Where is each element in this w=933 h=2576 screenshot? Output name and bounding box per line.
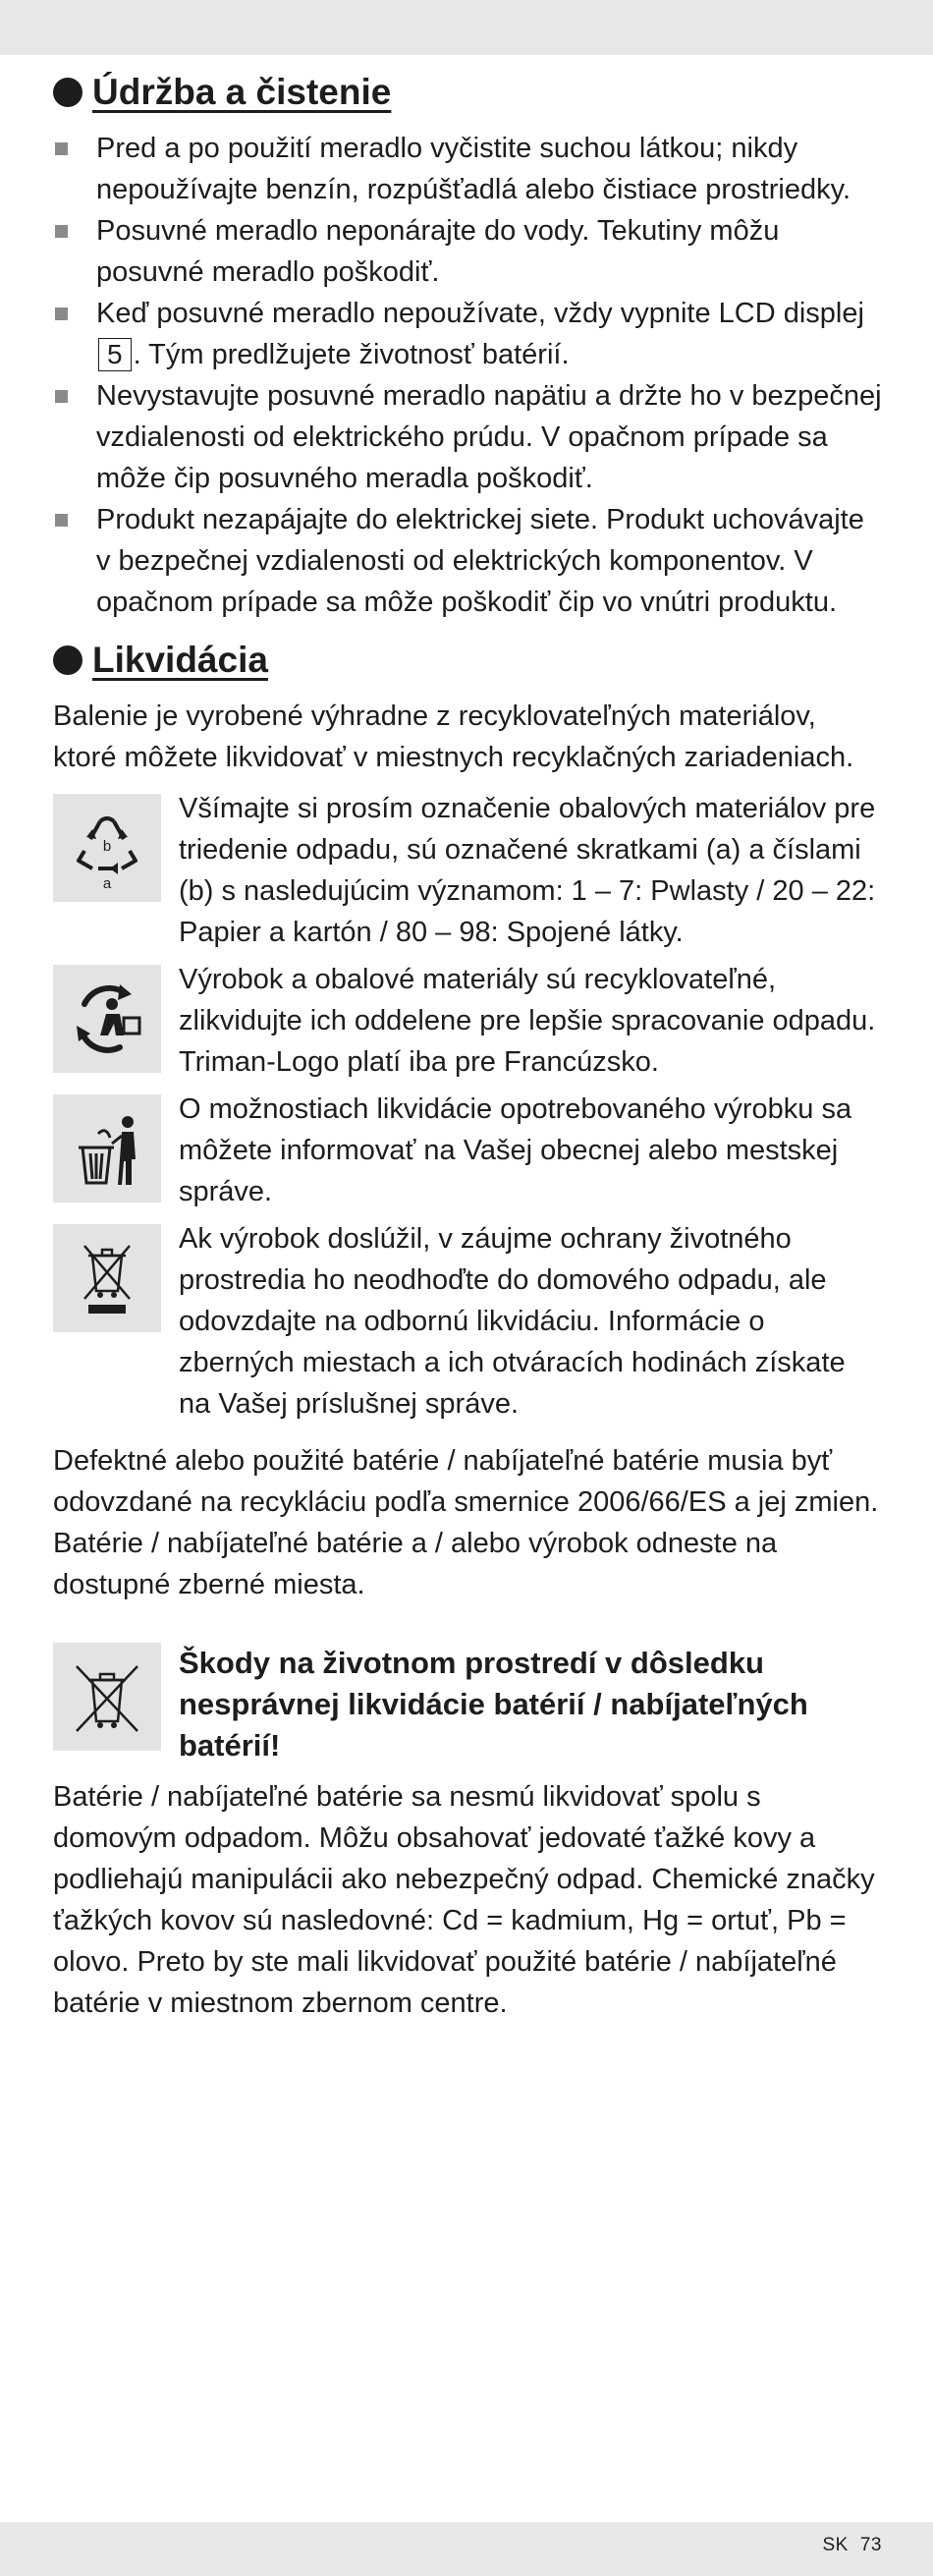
disposal-intro: Balenie je vyrobené výhradne z recyklovateľných materiálov, ktoré môžete likvidovať v miestnych recyklačných zariadeniach. [53,700,854,773]
person-trash-bin-icon [53,1094,161,1203]
svg-text:b: b [102,838,112,855]
heading-bullet-icon [53,645,82,675]
svg-text:a: a [102,875,112,892]
recycling-row [53,788,884,953]
recycling-text: Všímajte si prosím označenie obalových materiálov pre triedenie odpadu, sú označené skratkami (a) a číslami (b) s nasledujúcim významom: 1 – 7: Pwlasty / 20 – 22: Papier a kartón / 80 – 98: Spojené látky. [179,793,876,948]
square-bullet-icon [55,514,68,527]
heading-bullet-icon [53,78,82,107]
maintenance-heading [53,69,884,116]
recycling-code-icon [53,794,161,902]
maintenance-list [53,128,884,623]
battery-paragraph: Defektné alebo použité batérie / nabíjateľné batérie musia byť odovzdané na recykláciu podľa smernice 2006/66/ES a jej zmien. Batérie / nabíjateľné batérie a / alebo výrobok odneste na dostupné zberné miesta. [53,1445,879,1600]
crossed-bin-icon [53,1224,161,1332]
list-item: Keď posuvné meradlo nepoužívate, vždy vypnite LCD displej 5 . Tým predlžujete životnosť batérií. [53,293,884,375]
page-footer [811,2535,883,2556]
bottom-band [0,2522,933,2576]
list-item: Posuvné meradlo neponárajte do vody. Tekutiny môžu posuvné meradlo poškodiť. [53,210,884,293]
disposal-title: Likvidácia [92,640,268,680]
bin-row [53,1089,884,1212]
square-bullet-icon [55,308,68,320]
square-bullet-icon [55,390,68,403]
disposal-heading [53,637,884,684]
triman-text: Výrobok a obalové materiály sú recyklovateľné, zlikvidujte ich oddelene pre lepšie spracovanie odpadu. Triman-Logo platí iba pre Francúzsko. [179,964,876,1078]
square-bullet-icon [55,142,68,155]
list-item: Nevystavujte posuvné meradlo napätiu a držte ho v bezpečnej vzdialenosti od elektrického prúdu. V opačnom prípade sa môže čip posuvného meradla poškodiť. [53,375,884,499]
battery-warning-row [53,1643,884,1766]
maintenance-title: Údržba a čistenie [92,72,392,112]
square-bullet-icon [55,225,68,238]
triman-row [53,959,884,1083]
weee-row [53,1218,884,1425]
footer-language: SK [822,2535,849,2555]
page-number: 73 [859,2535,882,2555]
list-item: Pred a po použití meradlo vyčistite suchou látkou; nikdy nepoužívajte benzín, rozpúšťadlá alebo čistiace prostriedky. [53,128,884,210]
list-item: Produkt nezapájajte do elektrickej siete. Produkt uchovávajte v bezpečnej vzdialenosti od elektrických komponentov. V opačnom prípade sa môže poškodiť čip vo vnútri produktu. [53,499,884,623]
page-content [53,61,884,2034]
battery-warning-text: Batérie / nabíjateľné batérie sa nesmú likvidovať spolu s domovým odpadom. Môžu obsahovať jedovaté ťažké kovy a podliehajú manipulácii ako nebezpečný odpad. Chemické značky ťažkých kovov sú nasledovné: Cd = kadmium, Hg = ortuť, Pb = olovo. Preto by ste mali likvidovať použité batérie / nabíjateľné batérie v miestnom zbernom centre. [53,1781,875,2019]
crossed-battery-bin-icon [53,1643,161,1751]
triman-logo-icon [53,965,161,1073]
top-band [0,0,933,55]
battery-warning-title: Škody na životnom prostredí v dôsledku nesprávnej likvidácie batérií / nabíjateľných batérií! [179,1646,808,1763]
bin-text: O možnostiach likvidácie opotrebovaného výrobku sa môžete informovať na Vašej obecnej alebo mestskej správe. [179,1093,852,1207]
lcd-display-ref: 5 [98,338,132,371]
weee-text: Ak výrobok doslúžil, v záujme ochrany životného prostredia ho neodhoďte do domového odpadu, ale odovzdajte na odbornú likvidáciu. Informácie o zberných miestach a ich otváracích hodinách získate na Vašej príslušnej správe. [179,1223,846,1420]
